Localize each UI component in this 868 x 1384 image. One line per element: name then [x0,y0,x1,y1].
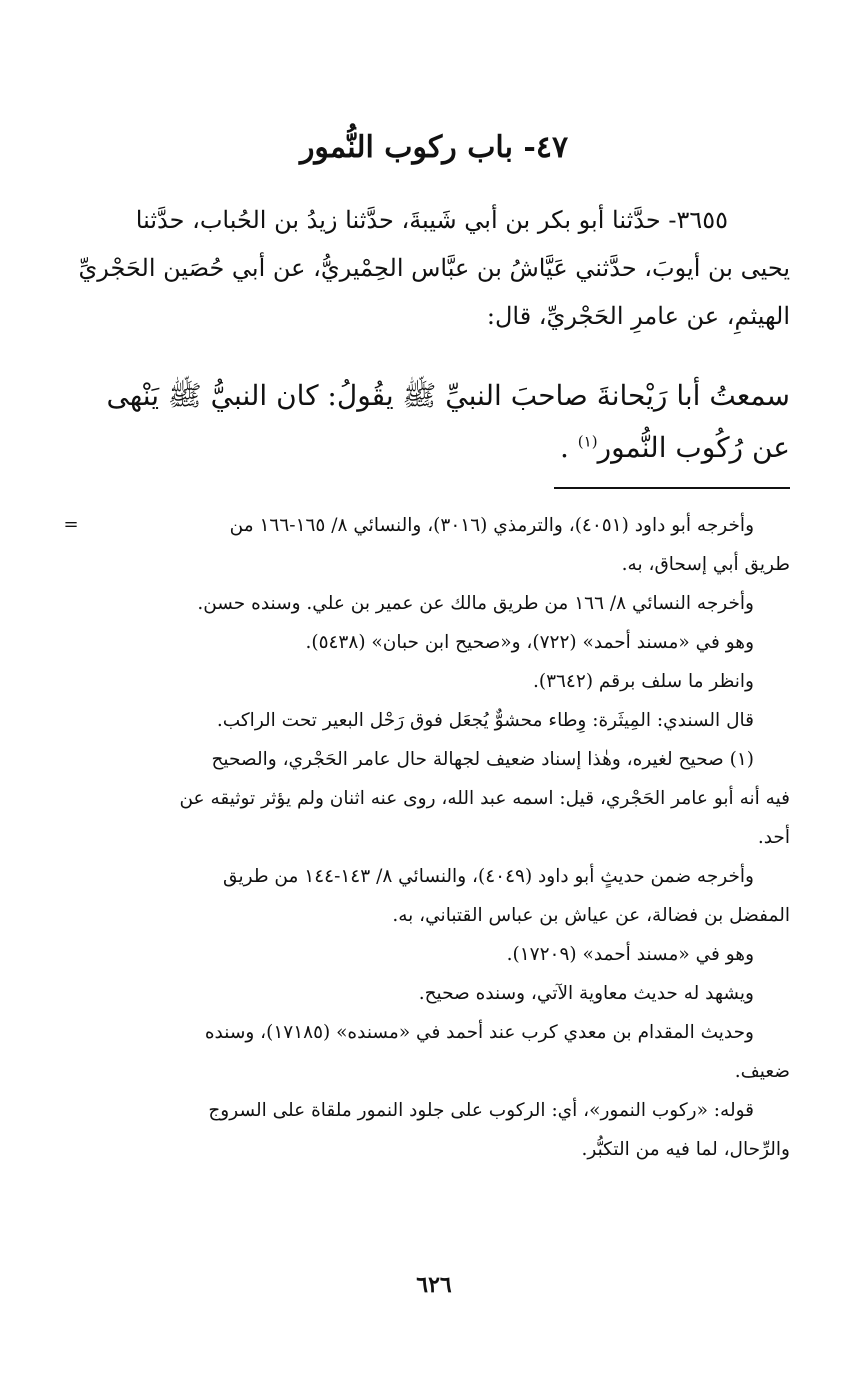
chapter-title: ٤٧- باب ركوب النُّمور [299,130,569,165]
matn-end: . [559,431,569,464]
continuation-marker: = [63,514,79,535]
footnote-line: وهو في «مسند أحمد» (١٧٢٠٩). [506,944,754,965]
footnote-ref: (١) [577,432,598,451]
page-number: ٦٢٦ [416,1272,452,1298]
footnote-line: طريق أبي إسحاق، به. [621,554,790,575]
hadith-matn [74,370,790,474]
footnote-line: (١) صحيح لغيره، وهٰذا إسناد ضعيف لجهالة حال عامر الحَجْري، والصحيح [211,749,754,770]
footnote-separator [554,487,790,489]
isnad-line: يحيى بن أيوبَ، حدَّثني عَيَّاشُ بن عبَّاس الحِمْيريُّ، عن أبي حُصَين الحَجْريِّ [78,254,790,282]
hadith-isnad [74,196,790,340]
footnote-line: وحديث المقدام بن معدي كرب عند أحمد في «مسنده» (١٧١٨٥)، وسنده [204,1022,754,1043]
footnote-line: وأخرجه أبو داود (٤٠٥١)، والترمذي (٣٠١٦)، والنسائي ٨/ ١٦٥-١٦٦ من [229,515,754,536]
footnotes [74,506,790,1169]
footnote-line: وأخرجه النسائي ٨/ ١٦٦ من طريق مالك عن عمير بن علي. وسنده حسن. [197,593,754,614]
footnote-line: وانظر ما سلف برقم (٣٦٤٢). [532,671,754,692]
footnote-line: قال السندي: المِيثَرة: وِطاء محشوٌّ يُجعَل فوق رَحْل البعير تحت الراكب. [216,710,754,731]
footnote-line: فيه أنه أبو عامر الحَجْري، قيل: اسمه عبد الله، روى عنه اثنان ولم يؤثر توثيقه عن [179,788,790,809]
footnote-line: والرِّحال، لما فيه من التكبُّر. [581,1139,790,1160]
isnad-line: ٣٦٥٥- حدَّثنا أبو بكر بن أبي شَيبةَ، حدَّثنا زيدُ بن الحُباب، حدَّثنا [135,206,728,234]
matn-line-last [74,422,790,474]
footnote-line: قوله: «ركوب النمور»، أي: الركوب على جلود النمور ملقاة على السروج [208,1100,754,1121]
footnote-line: وهو في «مسند أحمد» (٧٢٢)، و«صحيح ابن حبان» (٥٤٣٨). [305,632,754,653]
footnote-line: ويشهد له حديث معاوية الآتي، وسنده صحيح. [418,983,754,1004]
matn-text: عن رُكُوب النُّمور [597,431,790,464]
footnote-line: وأخرجه ضمن حديثٍ أبو داود (٤٠٤٩)، والنسائي ٨/ ١٤٣-١٤٤ من طريق [223,866,754,887]
footnote-line: المفضل بن فضالة، عن عياش بن عباس القتباني، به. [392,905,790,926]
footnote-line: ضعيف. [734,1061,790,1082]
isnad-line: الهيثمِ، عن عامرِ الحَجْريِّ، قال: [486,302,790,330]
matn-line: سمعتُ أبا رَيْحانةَ صاحبَ النبيِّ ﷺ يقُولُ: كان النبيُّ ﷺ يَنْهى [106,379,790,412]
footnote-line: أحد. [757,827,790,848]
